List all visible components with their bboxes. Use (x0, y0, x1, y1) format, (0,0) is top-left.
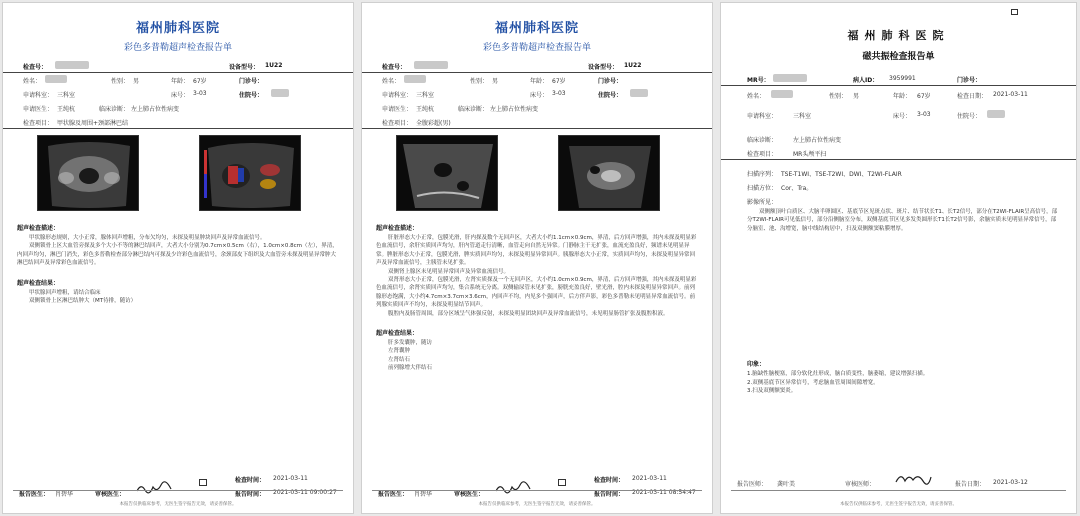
findings-paragraph: 甲状腺形态规则，大小正常，腺体回声增粗，分布欠均匀，未探及明显肿块回声及异常血流信号。 (29, 235, 266, 241)
outpatient-label: 门诊号： (239, 78, 264, 85)
report-date-value: 2021-03-12 (993, 479, 1028, 486)
inpatient-label: 住院号： (957, 113, 982, 120)
report-date-label: 报告日期： (955, 481, 986, 488)
doctor-row (3, 101, 353, 115)
report-doctor-label: 报告医师： (737, 481, 768, 488)
dept-label: 申请科室： (382, 92, 413, 99)
device-value: 1U22 (624, 62, 642, 69)
redacted-name (771, 90, 793, 98)
ultrasound-report-thyroid (2, 2, 354, 514)
mr-number-label: MR号： (747, 77, 770, 84)
seal-mark (199, 479, 207, 486)
outpatient-label: 门诊号： (957, 77, 982, 84)
redacted-inpatient (271, 89, 289, 97)
findings-paragraph: 双侧额顶叶白质区、大脑半卵圆区、基底节区见斑点状、斑片、结节状长T1、长T2信号，部分在T2WI-FLAIR呈高信号，部分T2WI-FLAIR可见低信号，部分沿侧脑室分布，双侧基底节区见多发类圆形长T1长T2信号影，余脑实质未见明显异常信号，部分脑室、池、沟增宽，脑中线结构居中，扫及双侧额窦粘膜增厚。 (747, 209, 1058, 232)
findings-title: 影像所见： (747, 199, 778, 206)
check-time-label: 检查时间： (594, 477, 625, 484)
redacted-inpatient (630, 89, 648, 97)
ultrasound-image-kidney (558, 135, 660, 211)
report-doctor-value: 肖碧华 (55, 491, 74, 498)
disclaimer: 本报告仅供临床参考，无医生签字报告无效，请妥善保管。 (840, 502, 957, 507)
doctor-label: 申请医生： (23, 106, 54, 113)
outpatient-label: 门诊号： (598, 78, 623, 85)
name-label: 姓名： (747, 93, 766, 100)
ultrasound-image-thyroid (37, 135, 139, 211)
bed-value: 3-03 (917, 111, 931, 118)
conclusion-item: 甲状腺回声增粗，请结合临床 (29, 289, 101, 296)
ultrasound-images (3, 135, 353, 217)
ultrasound-image-liver (396, 135, 498, 211)
report-time-label: 报告时间： (235, 491, 266, 498)
patient-id-label: 病人ID： (853, 77, 879, 84)
impression-title: 印象： (747, 361, 766, 369)
findings-paragraph: 双侧肾上腺区未见明显异常回声及异常血流信号。 (388, 268, 510, 275)
seal-mark (558, 479, 566, 486)
doctor-row (362, 101, 712, 115)
gender-value: 男 (853, 93, 860, 100)
mri-report-head (720, 2, 1077, 514)
report-time-value: 2021-03-11 08:54:47 (632, 489, 696, 496)
findings-paragraph: 双肾形态大小正常，包膜光滑，左肾实质探及一个无回声区，大小约1.0cm×0.9cm，界清，后方回声增强，其内未探及明显彩色血流信号，余肾实质回声均匀，集合系统无分离。双侧输尿管未见扩张，膀胱充盈良好，壁光滑，腔内未探及明显异常回声。前列腺形态饱满，大小约4.7cm×3.7cm×3.6cm，内回声不均，内见多个强回声，后方伴声影，彩色多普勒未见明显异常血流信号。前列腺实质回声不均匀，未探及明显结节回声。 (376, 277, 697, 309)
review-doctor-label: 审核医师： (845, 481, 876, 488)
scan-dir-row (721, 180, 1076, 194)
item-label: 检查项目： (23, 120, 54, 127)
bed-value: 3-03 (552, 90, 566, 97)
conclusion-list (3, 287, 353, 306)
findings-paragraph: 肝脏形态大小正常，包膜光滑，肝内探及数个无回声区，大者大小约1.1cm×0.9cm，界清，后方回声增强，其内未探及明显彩色血流信号，余肝实质回声均匀，肝内管道走行清晰，血管走向自然无异常。门静脉主干无扩张，血流充盈良好，频谱未见明显异常。脾脏形态大小正常，包膜光滑，脾实质回声均匀，未探及明显异常回声。胰腺形态大小正常，实质回声均匀，未探及明显异常回声及异常血流信号，主胰管未见扩张。 (376, 235, 697, 267)
doctor-value: 王纯杭 (57, 106, 76, 113)
conclusion-item: 前列腺增大伴结石 (388, 365, 433, 372)
name-label: 姓名： (382, 78, 401, 85)
findings-title-row (721, 194, 1076, 208)
gender-label: 性别： (111, 78, 130, 85)
check-time-value: 2021-03-11 (632, 475, 667, 482)
report-doctor-value: 肖碧华 (414, 491, 433, 498)
item-value: MR头颅平扫 (793, 151, 827, 158)
diag-row (721, 132, 1076, 146)
ultrasound-images (362, 135, 712, 217)
age-label: 年龄： (171, 78, 190, 85)
ultrasound-report-abdomen (361, 2, 713, 514)
redacted-mr-number (773, 74, 807, 82)
age-value: 67岁 (193, 78, 207, 85)
conclusion-item: 肝多发囊肿，随访 (388, 340, 433, 347)
diag-label: 临床诊断： (747, 137, 778, 144)
check-number-label: 检查号： (382, 64, 407, 71)
check-time-value: 2021-03-11 (273, 475, 308, 482)
gender-label: 性别： (829, 93, 848, 100)
conclusion-item: 左肾结石 (388, 356, 411, 363)
doctor-label: 申请医生： (382, 106, 413, 113)
patient-row (3, 73, 353, 87)
dept-value: 三科室 (793, 113, 812, 120)
report-title: 彩色多普勒超声检查报告单 (123, 43, 232, 53)
findings-text (362, 232, 712, 318)
check-number-label: 检查号： (23, 64, 48, 71)
name-label: 姓名： (23, 78, 42, 85)
report-doctor-label: 报告医生： (378, 491, 409, 498)
hospital-name: 福州肺科医院 (135, 21, 220, 36)
age-value: 67岁 (552, 78, 566, 85)
redacted-name (45, 75, 67, 83)
dept-row (362, 87, 712, 101)
header-row (3, 59, 353, 73)
diag-label: 临床诊断： (458, 106, 489, 113)
scan-dir-label: 扫描方位： (747, 185, 778, 192)
scan-seq-value: TSE-T1WI、TSE-T2WI、DWI、T2WI-FLAIR (781, 171, 902, 178)
item-row (721, 146, 1076, 160)
bed-value: 3-03 (193, 90, 207, 97)
diag-value: 左上肺占位性病变 (131, 106, 180, 113)
conclusion-title: 超声检查结果： (376, 330, 419, 338)
gender-label: 性别： (470, 78, 489, 85)
report-doctor-label: 报告医生： (19, 491, 50, 498)
redacted-check-number (55, 61, 89, 69)
findings-paragraph: 腹腔内及肠管周围，部分区域呈气体强反射，未探及明显团块回声及异常血流信号，未见明显肠管扩张及腹腔积液。 (388, 310, 669, 317)
review-signature-image (494, 481, 534, 495)
impression-list (721, 368, 1076, 395)
review-doctor-label: 审核医生： (95, 491, 126, 498)
age-label: 年龄： (530, 78, 549, 85)
review-doctor-label: 审核医生： (454, 491, 485, 498)
conclusion-item: 左肾囊肿 (388, 348, 411, 355)
diag-value: 左上肺占位性病变 (793, 137, 842, 144)
impression-item: 2.双侧基底节区异常信号，考虑脑血管周围间隙增宽。 (747, 379, 879, 386)
dept-value: 三科室 (57, 92, 76, 99)
dept-row (3, 87, 353, 101)
findings-title: 超声检查描述： (376, 225, 419, 232)
check-date-label: 检查日期： (957, 93, 988, 100)
check-time-label: 检查时间： (235, 477, 266, 484)
gender-value: 男 (133, 78, 140, 85)
dept-row (721, 108, 1076, 122)
hospital-name: 福州肺科医院 (847, 29, 950, 42)
conclusion-list (362, 337, 712, 373)
report-title: 彩色多普勒超声检查报告单 (482, 43, 591, 53)
header-row (721, 72, 1076, 86)
diag-value: 左上肺占位性病变 (490, 106, 539, 113)
item-value: 甲状腺及周围+颈部淋巴结 (57, 120, 129, 127)
doctor-value: 王纯杭 (416, 106, 435, 113)
findings-title: 超声检查描述： (17, 225, 60, 232)
impression-item: 3.扫及双侧额窦炎。 (747, 388, 797, 395)
redacted-inpatient (987, 110, 1005, 118)
review-signature-image (893, 471, 933, 485)
redacted-check-number (414, 61, 448, 69)
age-label: 年龄： (893, 93, 912, 100)
impression-item: 1.脑缺性脑梗塞，部分软化灶形成，脑白质变性，脑萎缩，建议增强扫描。 (747, 371, 929, 378)
item-row (3, 115, 353, 129)
device-label: 设备型号： (588, 64, 619, 71)
scan-dir-value: Cor、Tra。 (781, 185, 813, 192)
findings-text (721, 208, 1076, 233)
check-date-value: 2021-03-11 (993, 91, 1028, 98)
report-time-label: 报告时间： (594, 491, 625, 498)
disclaimer: 本报告仅供临床参考，无医生签字报告无效，请妥善保管。 (478, 502, 596, 507)
gender-value: 男 (492, 78, 499, 85)
device-value: 1U22 (265, 62, 283, 69)
item-label: 检查项目： (747, 151, 778, 158)
scan-seq-label: 扫描序列： (747, 171, 778, 178)
diag-label: 临床诊断： (99, 106, 130, 113)
dept-label: 申请科室： (23, 92, 54, 99)
corner-mark (1011, 9, 1018, 15)
report-time-value: 2021-03-11 09:00:27 (273, 489, 337, 496)
review-signature-image (135, 481, 175, 495)
conclusion-title: 超声检查结果： (17, 279, 60, 287)
bed-label: 床号： (171, 92, 190, 99)
inpatient-label: 住院号： (598, 92, 623, 99)
findings-text (3, 232, 353, 268)
patient-row (362, 73, 712, 87)
age-value: 67岁 (917, 93, 931, 100)
bed-label: 床号： (530, 92, 549, 99)
redacted-name (404, 75, 426, 83)
header-row (362, 59, 712, 73)
report-doctor-value: 龚叶美 (777, 481, 796, 488)
hospital-name: 福州肺科医院 (494, 21, 579, 36)
device-label: 设备型号： (229, 64, 260, 71)
disclaimer: 本报告仅供临床参考，无医生签字报告无效，请妥善保管。 (119, 502, 237, 507)
ultrasound-image-doppler (199, 135, 301, 211)
dept-label: 申请科室： (747, 113, 778, 120)
dept-value: 三科室 (416, 92, 435, 99)
inpatient-label: 住院号： (239, 92, 264, 99)
scan-seq-row (721, 166, 1076, 180)
item-label: 检查项目： (382, 120, 413, 127)
item-value: 全腹彩超(男) (416, 120, 451, 127)
patient-id-value: 3959991 (889, 75, 916, 82)
report-title: 磁共振检查报告单 (862, 52, 935, 62)
bed-label: 床号： (893, 113, 912, 120)
patient-row (721, 88, 1076, 102)
findings-paragraph: 双侧锁骨上区大血管旁探及多个大小不等的淋巴结回声，大者大小分别为0.7cm×0.5cm（右），1.0cm×0.8cm（左），界清，内回声均匀，淋巴门消失，彩色多普勒检查部分淋巴结内可探及少许彩色血流信号，余颈部皮下组织及大血管旁未探及明显异常肿大淋巴结回声及异常彩色血流信号。 (17, 243, 338, 267)
item-row (362, 115, 712, 129)
conclusion-item: 双侧锁骨上区淋巴结肿大（MT待排，随访） (29, 298, 137, 305)
